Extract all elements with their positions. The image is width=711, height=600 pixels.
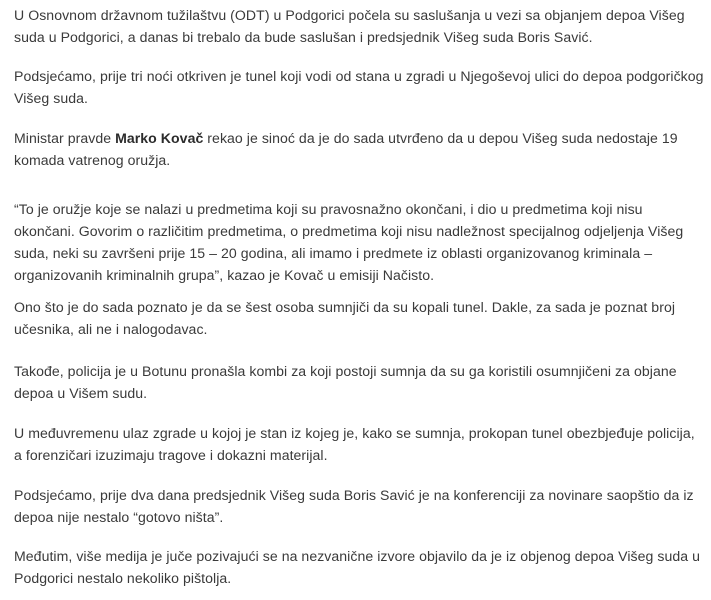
article-paragraph-7: U međuvremenu ulaz zgrade u kojoj je stan iz kojeg je, kako se sumnja, prokopan tunel obezbjeđuje policija, a forenzičari izuzimaju tragove i dokazni materijal.: [14, 425, 695, 463]
article-paragraph-6: Takođe, policija je u Botunu pronašla kombi za koji postoji sumnja da su ga koristili osumnjičeni za objane depoa u Višem sudu.: [14, 363, 677, 401]
paragraph-3-rest: rekao je sinoć da je do sada utvrđeno da u depou Višeg suda nedostaje 19 komada vatrenog oružja.: [14, 130, 678, 168]
article-paragraph-9: Međutim, više medija je juče pozivajući se na nezvanične izvore objavilo da je iz objenog depoa Višeg suda u Podgorici nestalo nekoliko pištolja.: [14, 548, 700, 586]
article-paragraph-8: Podsjećamo, prije dva dana predsjednik Višeg suda Boris Savić je na konferenciji za novinare saopštio da iz depoa nije nestalo “gotovo ništa”.: [14, 487, 694, 525]
article-paragraph-1: U Osnovnom državnom tužilaštvu (ODT) u Podgorici počela su saslušanja u vezi sa objanjem depoa Višeg suda u Podgorici, a danas bi trebalo da bude saslušan i predsjednik Višeg suda Boris Savić.: [14, 7, 685, 45]
article-paragraph-2: Podsjećamo, prije tri noći otkriven je tunel koji vodi od stana u zgradi u Njegoševoj ulici do depoa podgoričkog Višeg suda.: [14, 68, 704, 106]
article-paragraph-3: [14, 127, 704, 171]
article-paragraph-5: Ono što je do sada poznato je da se šest osoba sumnjiči da su kopali tunel. Dakle, za sada je poznat broj učesnika, ali ne i nalogodavac.: [14, 299, 676, 337]
minister-name: Marko Kovač: [115, 130, 204, 146]
paragraph-3-intro: Ministar pravde: [14, 130, 116, 146]
article-paragraph-quote: “To je oružje koje se nalazi u predmetima koji su pravosnažno okončani, i dio u predmetima koji nisu okončani. Govorim o različitim predmetima, o predmetima koji nisu nadležnost specijalnog odjeljenja Višeg suda, neki su završeni prije 15 – 20 godina, ali imamo i predmete iz oblasti organizovanog kriminala – organizovanih kriminalnih grupa”, kazao je Kovač u emisiji Načisto.: [14, 201, 684, 283]
